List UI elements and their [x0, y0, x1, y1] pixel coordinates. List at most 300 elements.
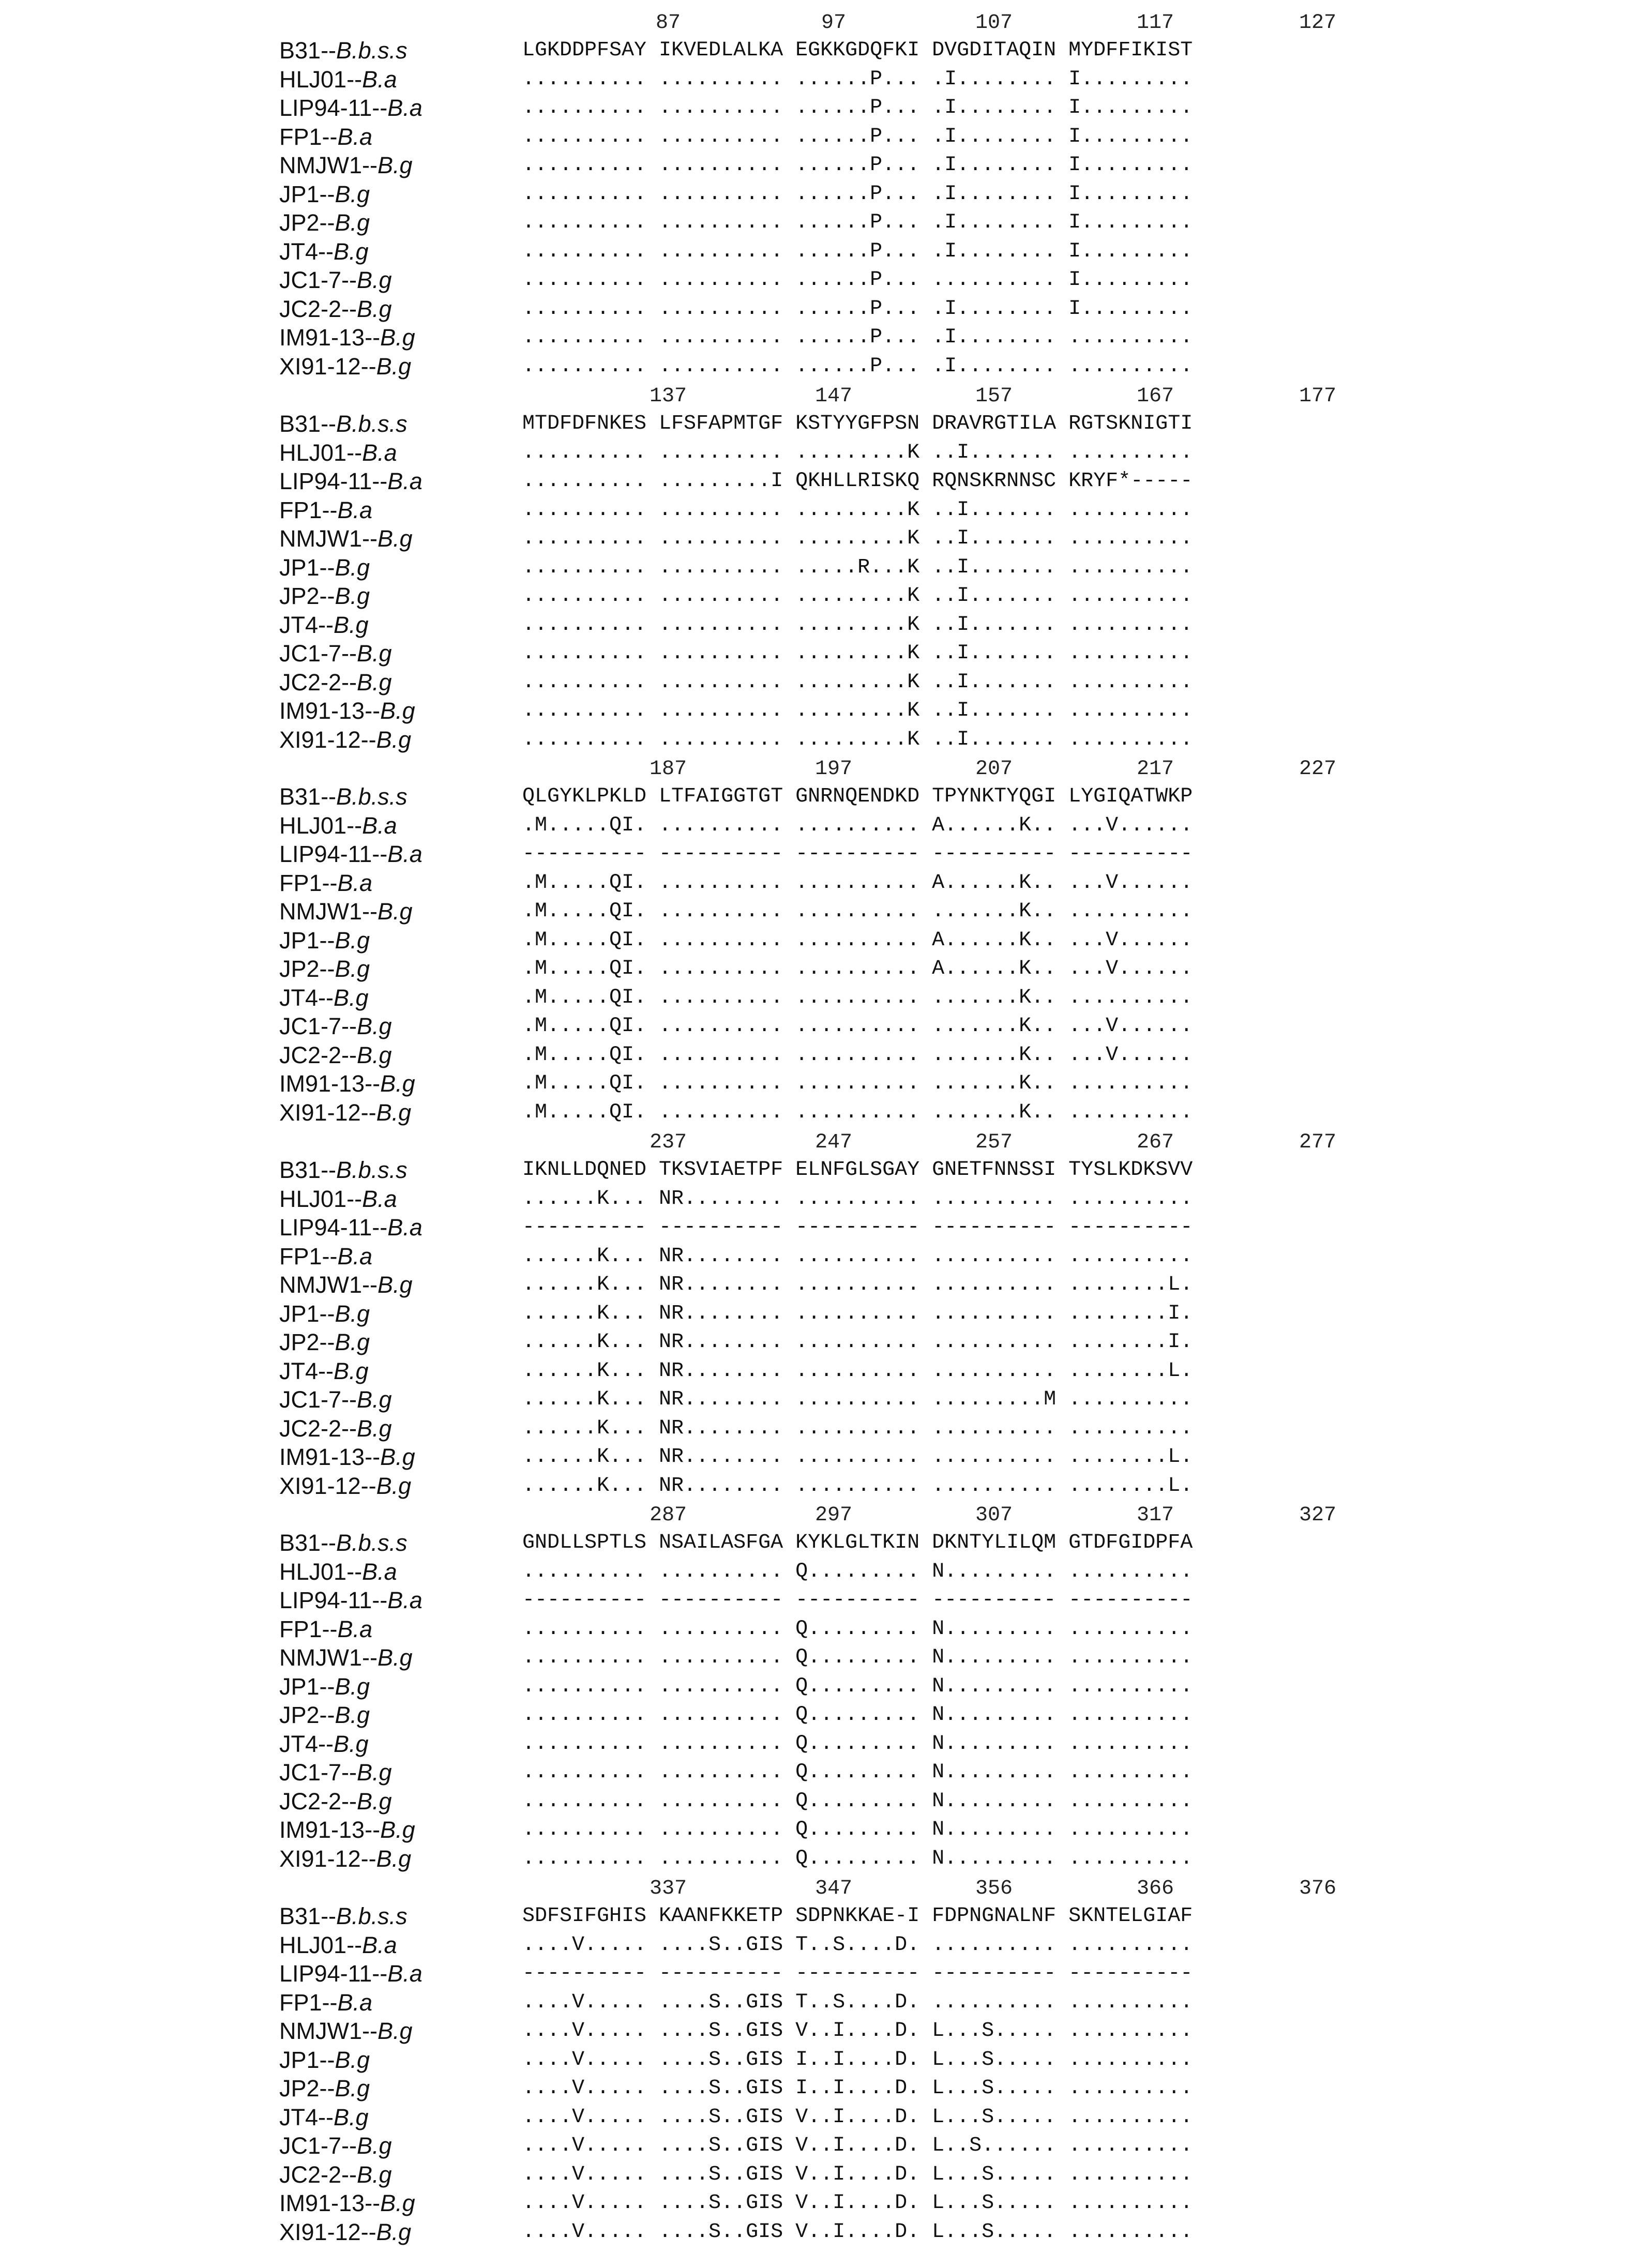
- strain-label: [279, 1213, 423, 1242]
- strain-id: HLJ01--: [279, 1185, 363, 1212]
- strain-label: [279, 1041, 392, 1070]
- strain-id: NMJW1--: [279, 2018, 378, 2044]
- sequence-segment: .......... .......... ......P... .I........ I.........: [522, 297, 1193, 321]
- strain-label: [279, 697, 415, 725]
- sequence-segment: .M.....QI. .......... .......... .......K.. ..........: [522, 986, 1193, 1009]
- species-abbrev: B.g: [376, 1099, 412, 1126]
- strain-id: HLJ01--: [279, 1558, 363, 1585]
- position-number: 347: [814, 1877, 853, 1900]
- strain-id: LIP94-11--: [279, 95, 388, 121]
- strain-id: B31--: [279, 1157, 337, 1183]
- strain-id: XI91-12--: [279, 1845, 376, 1872]
- species-abbrev: B.g: [335, 2046, 370, 2073]
- species-abbrev: B.g: [377, 525, 413, 552]
- strain-id: JC1-7--: [279, 640, 357, 667]
- sequence-segment: ....V..... ....S..GIS V..I....D. L...S..... ..........: [522, 2163, 1193, 2186]
- sequence-segment: .......... .......... .........K ..I....... ..........: [522, 642, 1193, 665]
- sequence-segment: ---------- ---------- ---------- ---------- ----------: [522, 1962, 1193, 1985]
- sequence-segment: ....V..... ....S..GIS T..S....D. .......... ..........: [522, 1990, 1193, 2014]
- strain-label: [279, 611, 369, 640]
- species-abbrev: B.a: [362, 439, 397, 466]
- strain-id: JP1--: [279, 1673, 335, 1700]
- strain-id: LIP94-11--: [279, 1960, 388, 1987]
- sequence-segment: IKNLLDQNED TKSVIAETPF ELNFGLSGAY GNETFNNSSI TYSLKDKSVV: [522, 1158, 1193, 1182]
- strain-id: JC2-2--: [279, 1041, 357, 1068]
- sequence-segment: .......... .......... .........K ..I....... ..........: [522, 527, 1193, 550]
- species-abbrev: B.g: [357, 295, 392, 322]
- sequence-segment: .M.....QI. .......... .......... .......K.. ..........: [522, 1072, 1193, 1095]
- strain-label: [279, 266, 392, 295]
- strain-id: B31--: [279, 37, 337, 64]
- position-number: 177: [1299, 385, 1337, 408]
- sequence-segment: ......K... NR........ .......... .......... ........I.: [522, 1330, 1193, 1354]
- species-abbrev: B.g: [334, 2104, 369, 2130]
- species-abbrev: B.a: [362, 1558, 397, 1585]
- position-number: 107: [975, 11, 1013, 35]
- sequence-segment: ....V..... ....S..GIS T..S....D. .......... ..........: [522, 1933, 1193, 1957]
- strain-id: JT4--: [279, 984, 334, 1011]
- strain-id: JC2-2--: [279, 2161, 357, 2188]
- strain-label: [279, 1328, 370, 1357]
- strain-id: IM91-13--: [279, 1444, 381, 1470]
- position-number: 117: [1136, 11, 1174, 35]
- strain-id: JC1-7--: [279, 267, 357, 293]
- strain-label: [279, 1385, 392, 1414]
- species-abbrev: B.a: [362, 812, 397, 839]
- sequence-segment: .......... .......... ......P... .I........ I.........: [522, 211, 1193, 234]
- strain-label: [279, 208, 370, 237]
- position-number: 197: [814, 758, 853, 781]
- sequence-segment: .......... .......... Q......... N......... ..........: [522, 1789, 1193, 1813]
- strain-label: [279, 2189, 415, 2218]
- strain-label: [279, 36, 408, 65]
- strain-id: JP1--: [279, 927, 335, 954]
- strain-label: [279, 352, 411, 381]
- sequence-segment: .......... .......... ......P... .I........ I.........: [522, 239, 1193, 263]
- sequence-segment: ......K... NR........ .......... .......... ........L.: [522, 1445, 1193, 1469]
- strain-label: [279, 1271, 413, 1299]
- species-abbrev: B.b.s.s: [336, 783, 408, 810]
- position-number: 337: [649, 1877, 687, 1900]
- sequence-segment: .......... .......... .........K ..I....... ..........: [522, 498, 1193, 522]
- strain-id: JC1-7--: [279, 1013, 357, 1039]
- strain-id: JP2--: [279, 1702, 335, 1728]
- strain-id: JP1--: [279, 180, 335, 207]
- sequence-segment: .......... .......... ......P... .......... I.........: [522, 268, 1193, 292]
- strain-label: [279, 2046, 370, 2075]
- strain-id: JC1-7--: [279, 2133, 357, 2159]
- sequence-segment: ....V..... ....S..GIS V..I....D. L...S..... ..........: [522, 2105, 1193, 2129]
- species-abbrev: B.a: [337, 1243, 373, 1269]
- strain-label: [279, 1844, 411, 1873]
- sequence-segment: .......... .......... ......P... .I........ I.........: [522, 125, 1193, 148]
- sequence-segment: .M.....QI. .......... .......... A......K.. ...V......: [522, 871, 1193, 895]
- sequence-segment: .M.....QI. .......... .......... .......K.. ...V......: [522, 1043, 1193, 1067]
- strain-id: JC2-2--: [279, 669, 357, 695]
- sequence-segment: .......... .......... .........K ..I....... ..........: [522, 699, 1193, 722]
- strain-label: [279, 668, 392, 697]
- position-number: 187: [649, 758, 687, 781]
- sequence-segment: ......K... NR........ .......... .......... ........L.: [522, 1359, 1193, 1383]
- strain-label: [279, 553, 370, 582]
- sequence-segment: ....V..... ....S..GIS I..I....D. L...S..... ..........: [522, 2077, 1193, 2100]
- species-abbrev: B.g: [377, 152, 413, 178]
- sequence-segment: MTDFDFNKES LFSFAPMTGF KSTYYGFPSN DRAVRGTILA RGTSKNIGTI: [522, 412, 1193, 435]
- strain-id: JC1-7--: [279, 1759, 357, 1786]
- strain-label: [279, 782, 408, 811]
- strain-label: [279, 151, 413, 180]
- species-abbrev: B.a: [337, 869, 373, 896]
- sequence-segment: .......... .......... ......P... .I........ I.........: [522, 182, 1193, 206]
- sequence-segment: ......K... NR........ .......... .......... ........L.: [522, 1273, 1193, 1296]
- sequence-segment: .......... .......... .........K ..I....... ..........: [522, 584, 1193, 608]
- strain-label: [279, 897, 413, 926]
- position-number: 207: [975, 758, 1013, 781]
- strain-label: [279, 1185, 397, 1214]
- strain-id: B31--: [279, 1903, 337, 1929]
- sequence-segment: ....V..... ....S..GIS I..I....D. L...S..... ..........: [522, 2048, 1193, 2072]
- strain-id: XI91-12--: [279, 353, 376, 380]
- species-abbrev: B.g: [357, 2133, 392, 2159]
- strain-label: [279, 840, 423, 869]
- strain-label: [279, 323, 415, 352]
- sequence-segment: SDFSIFGHIS KAANFKKETP SDPNKKAE-I FDPNGNALNF SKNTELGIAF: [522, 1904, 1193, 1928]
- position-number: 366: [1136, 1877, 1174, 1900]
- sequence-segment: .......... .......... .........K ..I....... ..........: [522, 728, 1193, 751]
- species-abbrev: B.g: [357, 1759, 392, 1786]
- sequence-segment: .......... .......... ......P... .I........ ..........: [522, 326, 1193, 349]
- strain-id: JT4--: [279, 1730, 334, 1757]
- strain-label: [279, 2218, 411, 2247]
- species-abbrev: B.g: [376, 2218, 412, 2245]
- strain-label: [279, 1472, 411, 1501]
- strain-id: JT4--: [279, 611, 334, 638]
- species-abbrev: B.g: [335, 1329, 370, 1355]
- position-number: 97: [821, 11, 847, 35]
- strain-id: LIP94-11--: [279, 1587, 388, 1613]
- strain-id: HLJ01--: [279, 1931, 363, 1958]
- position-number: 87: [655, 11, 681, 35]
- species-abbrev: B.g: [334, 238, 369, 265]
- species-abbrev: B.g: [334, 1730, 369, 1757]
- strain-id: JP2--: [279, 2075, 335, 2101]
- sequence-segment: .......... .......... .........K ..I....... ..........: [522, 613, 1193, 637]
- strain-label: [279, 1012, 392, 1041]
- species-abbrev: B.a: [362, 66, 397, 93]
- strain-id: B31--: [279, 411, 337, 437]
- species-abbrev: B.g: [335, 209, 370, 236]
- strain-label: [279, 1586, 423, 1615]
- species-abbrev: B.a: [387, 841, 423, 867]
- strain-id: XI91-12--: [279, 726, 376, 753]
- strain-id: HLJ01--: [279, 439, 363, 466]
- sequence-segment: ---------- ---------- ---------- ---------- ----------: [522, 1589, 1193, 1612]
- strain-label: [279, 1156, 408, 1185]
- strain-label: [279, 1529, 408, 1558]
- strain-id: LIP94-11--: [279, 841, 388, 867]
- strain-label: [279, 1443, 415, 1472]
- strain-label: [279, 1758, 392, 1787]
- position-number: 356: [975, 1877, 1013, 1900]
- strain-id: JT4--: [279, 1357, 334, 1384]
- strain-id: JP2--: [279, 956, 335, 982]
- species-abbrev: B.g: [376, 353, 412, 380]
- species-abbrev: B.g: [335, 1673, 370, 1700]
- strain-label: [279, 1701, 370, 1730]
- species-abbrev: B.g: [357, 267, 392, 293]
- species-abbrev: B.g: [357, 1386, 392, 1413]
- strain-label: [279, 639, 392, 668]
- sequence-segment: .......... .......... Q......... N......... ..........: [522, 1646, 1193, 1669]
- sequence-segment: .M.....QI. .......... .......... A......K.. ...V......: [522, 928, 1193, 952]
- sequence-segment: .......... .......... Q......... N......... ..........: [522, 1732, 1193, 1756]
- species-abbrev: B.a: [362, 1185, 397, 1212]
- strain-label: [279, 2103, 369, 2132]
- species-abbrev: B.a: [387, 1214, 423, 1241]
- strain-id: NMJW1--: [279, 1644, 378, 1671]
- sequence-segment: .......... .......... ......P... .I........ I.........: [522, 154, 1193, 177]
- strain-id: JP2--: [279, 583, 335, 609]
- strain-id: LIP94-11--: [279, 1214, 388, 1241]
- position-number: 247: [814, 1131, 853, 1154]
- position-number: 327: [1299, 1504, 1337, 1527]
- strain-id: XI91-12--: [279, 2218, 376, 2245]
- species-abbrev: B.g: [335, 927, 370, 954]
- strain-label: [279, 725, 411, 754]
- strain-id: FP1--: [279, 496, 338, 523]
- species-abbrev: B.a: [387, 1587, 423, 1613]
- species-abbrev: B.b.s.s: [336, 37, 408, 64]
- species-abbrev: B.g: [357, 1415, 392, 1442]
- strain-label: [279, 869, 372, 898]
- sequence-segment: QLGYKLPKLD LTFAIGGTGT GNRNQENDKD TPYNKTYQGI LYGIQATWKP: [522, 785, 1193, 808]
- species-abbrev: B.g: [376, 1472, 412, 1499]
- strain-label: [279, 926, 370, 955]
- sequence-segment: .......... .......... Q......... N......... ..........: [522, 1617, 1193, 1641]
- species-abbrev: B.g: [377, 1644, 413, 1671]
- position-number: 227: [1299, 758, 1337, 781]
- position-number: 317: [1136, 1504, 1174, 1527]
- position-number: 307: [975, 1504, 1013, 1527]
- strain-id: IM91-13--: [279, 698, 381, 724]
- strain-label: [279, 1615, 372, 1644]
- position-number: 267: [1136, 1131, 1174, 1154]
- species-abbrev: B.g: [357, 1041, 392, 1068]
- strain-label: [279, 237, 369, 266]
- strain-label: [279, 1902, 408, 1931]
- sequence-segment: .......... .......... ......P... .I........ ..........: [522, 354, 1193, 378]
- sequence-segment: .......... .......... Q......... N......... ..........: [522, 1847, 1193, 1870]
- strain-id: FP1--: [279, 1989, 338, 2016]
- sequence-segment: .M.....QI. .......... .......... .......K.. ..........: [522, 1100, 1193, 1124]
- strain-label: [279, 2131, 392, 2160]
- species-abbrev: B.g: [334, 611, 369, 638]
- strain-id: NMJW1--: [279, 1272, 378, 1298]
- strain-id: IM91-13--: [279, 1070, 381, 1097]
- strain-id: JP2--: [279, 209, 335, 236]
- strain-id: JP1--: [279, 2046, 335, 2073]
- strain-label: [279, 65, 397, 94]
- strain-label: [279, 984, 369, 1012]
- sequence-segment: LGKDDPFSAY IKVEDLALKA EGKKGDQFKI DVGDITAQIN MYDFFIKIST: [522, 39, 1193, 62]
- sequence-segment: .......... .......... Q......... N......... ..........: [522, 1761, 1193, 1784]
- strain-id: HLJ01--: [279, 66, 363, 93]
- species-abbrev: B.b.s.s: [336, 1157, 408, 1183]
- strain-label: [279, 1730, 369, 1759]
- strain-label: [279, 1672, 370, 1701]
- strain-label: [279, 1558, 397, 1586]
- position-number: 167: [1136, 385, 1174, 408]
- sequence-segment: .......... .......... Q......... N......... ..........: [522, 1674, 1193, 1698]
- strain-id: IM91-13--: [279, 2190, 381, 2216]
- strain-label: [279, 1299, 370, 1328]
- species-abbrev: B.g: [357, 669, 392, 695]
- strain-id: JC1-7--: [279, 1386, 357, 1413]
- strain-id: XI91-12--: [279, 1099, 376, 1126]
- strain-label: [279, 1816, 415, 1844]
- strain-id: JT4--: [279, 238, 334, 265]
- sequence-segment: .......... .......... .....R...K ..I....... ..........: [522, 555, 1193, 579]
- sequence-segment: ......K... NR........ .......... .......... ..........: [522, 1416, 1193, 1440]
- sequence-segment: ---------- ---------- ---------- ---------- ----------: [522, 842, 1193, 866]
- sequence-segment: ......K... NR........ .......... .......... ........I.: [522, 1302, 1193, 1325]
- species-abbrev: B.b.s.s: [336, 411, 408, 437]
- species-abbrev: B.a: [387, 1960, 423, 1987]
- strain-label: [279, 955, 370, 984]
- species-abbrev: B.g: [357, 2161, 392, 2188]
- strain-id: B31--: [279, 783, 337, 810]
- strain-id: JP2--: [279, 1329, 335, 1355]
- species-abbrev: B.g: [357, 640, 392, 667]
- position-number: 137: [649, 385, 687, 408]
- species-abbrev: B.a: [387, 468, 423, 494]
- species-abbrev: B.g: [335, 554, 370, 581]
- strain-id: B31--: [279, 1530, 337, 1556]
- sequence-segment: .......... .......... .........K ..I....... ..........: [522, 670, 1193, 694]
- strain-label: [279, 1643, 413, 1672]
- sequence-segment: .M.....QI. .......... .......... .......K.. ..........: [522, 900, 1193, 923]
- species-abbrev: B.g: [380, 1070, 415, 1097]
- sequence-segment: ....V..... ....S..GIS V..I....D. L..S...... ..........: [522, 2134, 1193, 2157]
- strain-label: [279, 123, 372, 152]
- sequence-segment: .......... .......... ......P... .I........ I.........: [522, 67, 1193, 91]
- sequence-segment: .M.....QI. .......... .......... A......K.. ...V......: [522, 813, 1193, 837]
- strain-label: [279, 1242, 372, 1271]
- position-number: 257: [975, 1131, 1013, 1154]
- strain-label: [279, 467, 423, 496]
- strain-label: [279, 496, 372, 525]
- strain-label: [279, 1098, 411, 1127]
- strain-label: [279, 1931, 397, 1960]
- strain-label: [279, 94, 423, 123]
- sequence-segment: ......K... NR........ .......... .......... ........L.: [522, 1474, 1193, 1498]
- strain-id: JP1--: [279, 1300, 335, 1327]
- strain-label: [279, 1069, 415, 1098]
- position-number: 147: [814, 385, 853, 408]
- strain-id: FP1--: [279, 123, 338, 150]
- strain-label: [279, 2074, 370, 2103]
- sequence-segment: .......... .......... Q......... N......... ..........: [522, 1560, 1193, 1583]
- strain-id: LIP94-11--: [279, 468, 388, 494]
- sequence-segment: .......... .......... .........K ..I....... ..........: [522, 441, 1193, 464]
- strain-label: [279, 1988, 372, 2017]
- species-abbrev: B.a: [337, 1615, 373, 1642]
- strain-label: [279, 2017, 413, 2046]
- species-abbrev: B.b.s.s: [336, 1903, 408, 1929]
- species-abbrev: B.g: [335, 583, 370, 609]
- strain-label: [279, 1959, 423, 1988]
- strain-id: NMJW1--: [279, 898, 378, 925]
- species-abbrev: B.g: [335, 1702, 370, 1728]
- sequence-segment: .M.....QI. .......... .......... .......K.. ...V......: [522, 1015, 1193, 1038]
- strain-id: JT4--: [279, 2104, 334, 2130]
- species-abbrev: B.g: [357, 1013, 392, 1039]
- position-number: 297: [814, 1504, 853, 1527]
- strain-id: FP1--: [279, 1615, 338, 1642]
- strain-label: [279, 180, 370, 209]
- sequence-segment: .......... .......... ......P... .I........ I.........: [522, 96, 1193, 119]
- sequence-segment: ---------- ---------- ---------- ---------- ----------: [522, 1216, 1193, 1239]
- position-number: 287: [649, 1504, 687, 1527]
- sequence-segment: ......K... NR........ .......... .........M ..........: [522, 1388, 1193, 1411]
- sequence-segment: GNDLLSPTLS NSAILASFGA KYKLGLTKIN DKNTYLILQM GTDFGIDPFA: [522, 1531, 1193, 1554]
- strain-label: [279, 1357, 369, 1386]
- strain-id: FP1--: [279, 1243, 338, 1269]
- species-abbrev: B.a: [362, 1931, 397, 1958]
- strain-id: JP1--: [279, 554, 335, 581]
- sequence-segment: .......... .........I QKHLLRISKQ RQNSKRNNSC KRYF*-----: [522, 470, 1193, 493]
- position-number: 157: [975, 385, 1013, 408]
- species-abbrev: B.g: [380, 2190, 415, 2216]
- species-abbrev: B.g: [376, 726, 412, 753]
- species-abbrev: B.a: [387, 95, 423, 121]
- sequence-segment: ....V..... ....S..GIS V..I....D. L...S..... ..........: [522, 2019, 1193, 2043]
- strain-id: NMJW1--: [279, 525, 378, 552]
- position-number: 237: [649, 1131, 687, 1154]
- strain-id: XI91-12--: [279, 1472, 376, 1499]
- strain-label: [279, 410, 408, 439]
- position-number: 127: [1299, 11, 1337, 35]
- species-abbrev: B.g: [377, 898, 413, 925]
- sequence-segment: .M.....QI. .......... .......... A......K.. ...V......: [522, 957, 1193, 980]
- strain-label: [279, 1787, 392, 1816]
- strain-id: IM91-13--: [279, 1817, 381, 1843]
- species-abbrev: B.g: [376, 1845, 412, 1872]
- species-abbrev: B.a: [337, 1989, 373, 2016]
- species-abbrev: B.g: [380, 698, 415, 724]
- sequence-segment: ....V..... ....S..GIS V..I....D. L...S..... ..........: [522, 2191, 1193, 2215]
- species-abbrev: B.g: [357, 1788, 392, 1815]
- species-abbrev: B.g: [380, 1817, 415, 1843]
- species-abbrev: B.a: [337, 123, 373, 150]
- strain-id: JC2-2--: [279, 1415, 357, 1442]
- species-abbrev: B.g: [380, 1444, 415, 1470]
- strain-label: [279, 811, 397, 840]
- species-abbrev: B.g: [335, 956, 370, 982]
- species-abbrev: B.g: [380, 324, 415, 351]
- species-abbrev: B.a: [337, 496, 373, 523]
- species-abbrev: B.g: [335, 2075, 370, 2101]
- strain-id: FP1--: [279, 869, 338, 896]
- strain-id: JC2-2--: [279, 295, 357, 322]
- strain-label: [279, 439, 397, 467]
- sequence-segment: ......K... NR........ .......... .......... ..........: [522, 1244, 1193, 1268]
- position-number: 277: [1299, 1131, 1337, 1154]
- strain-id: JC2-2--: [279, 1788, 357, 1815]
- species-abbrev: B.g: [335, 180, 370, 207]
- species-abbrev: B.g: [334, 1357, 369, 1384]
- strain-label: [279, 295, 392, 324]
